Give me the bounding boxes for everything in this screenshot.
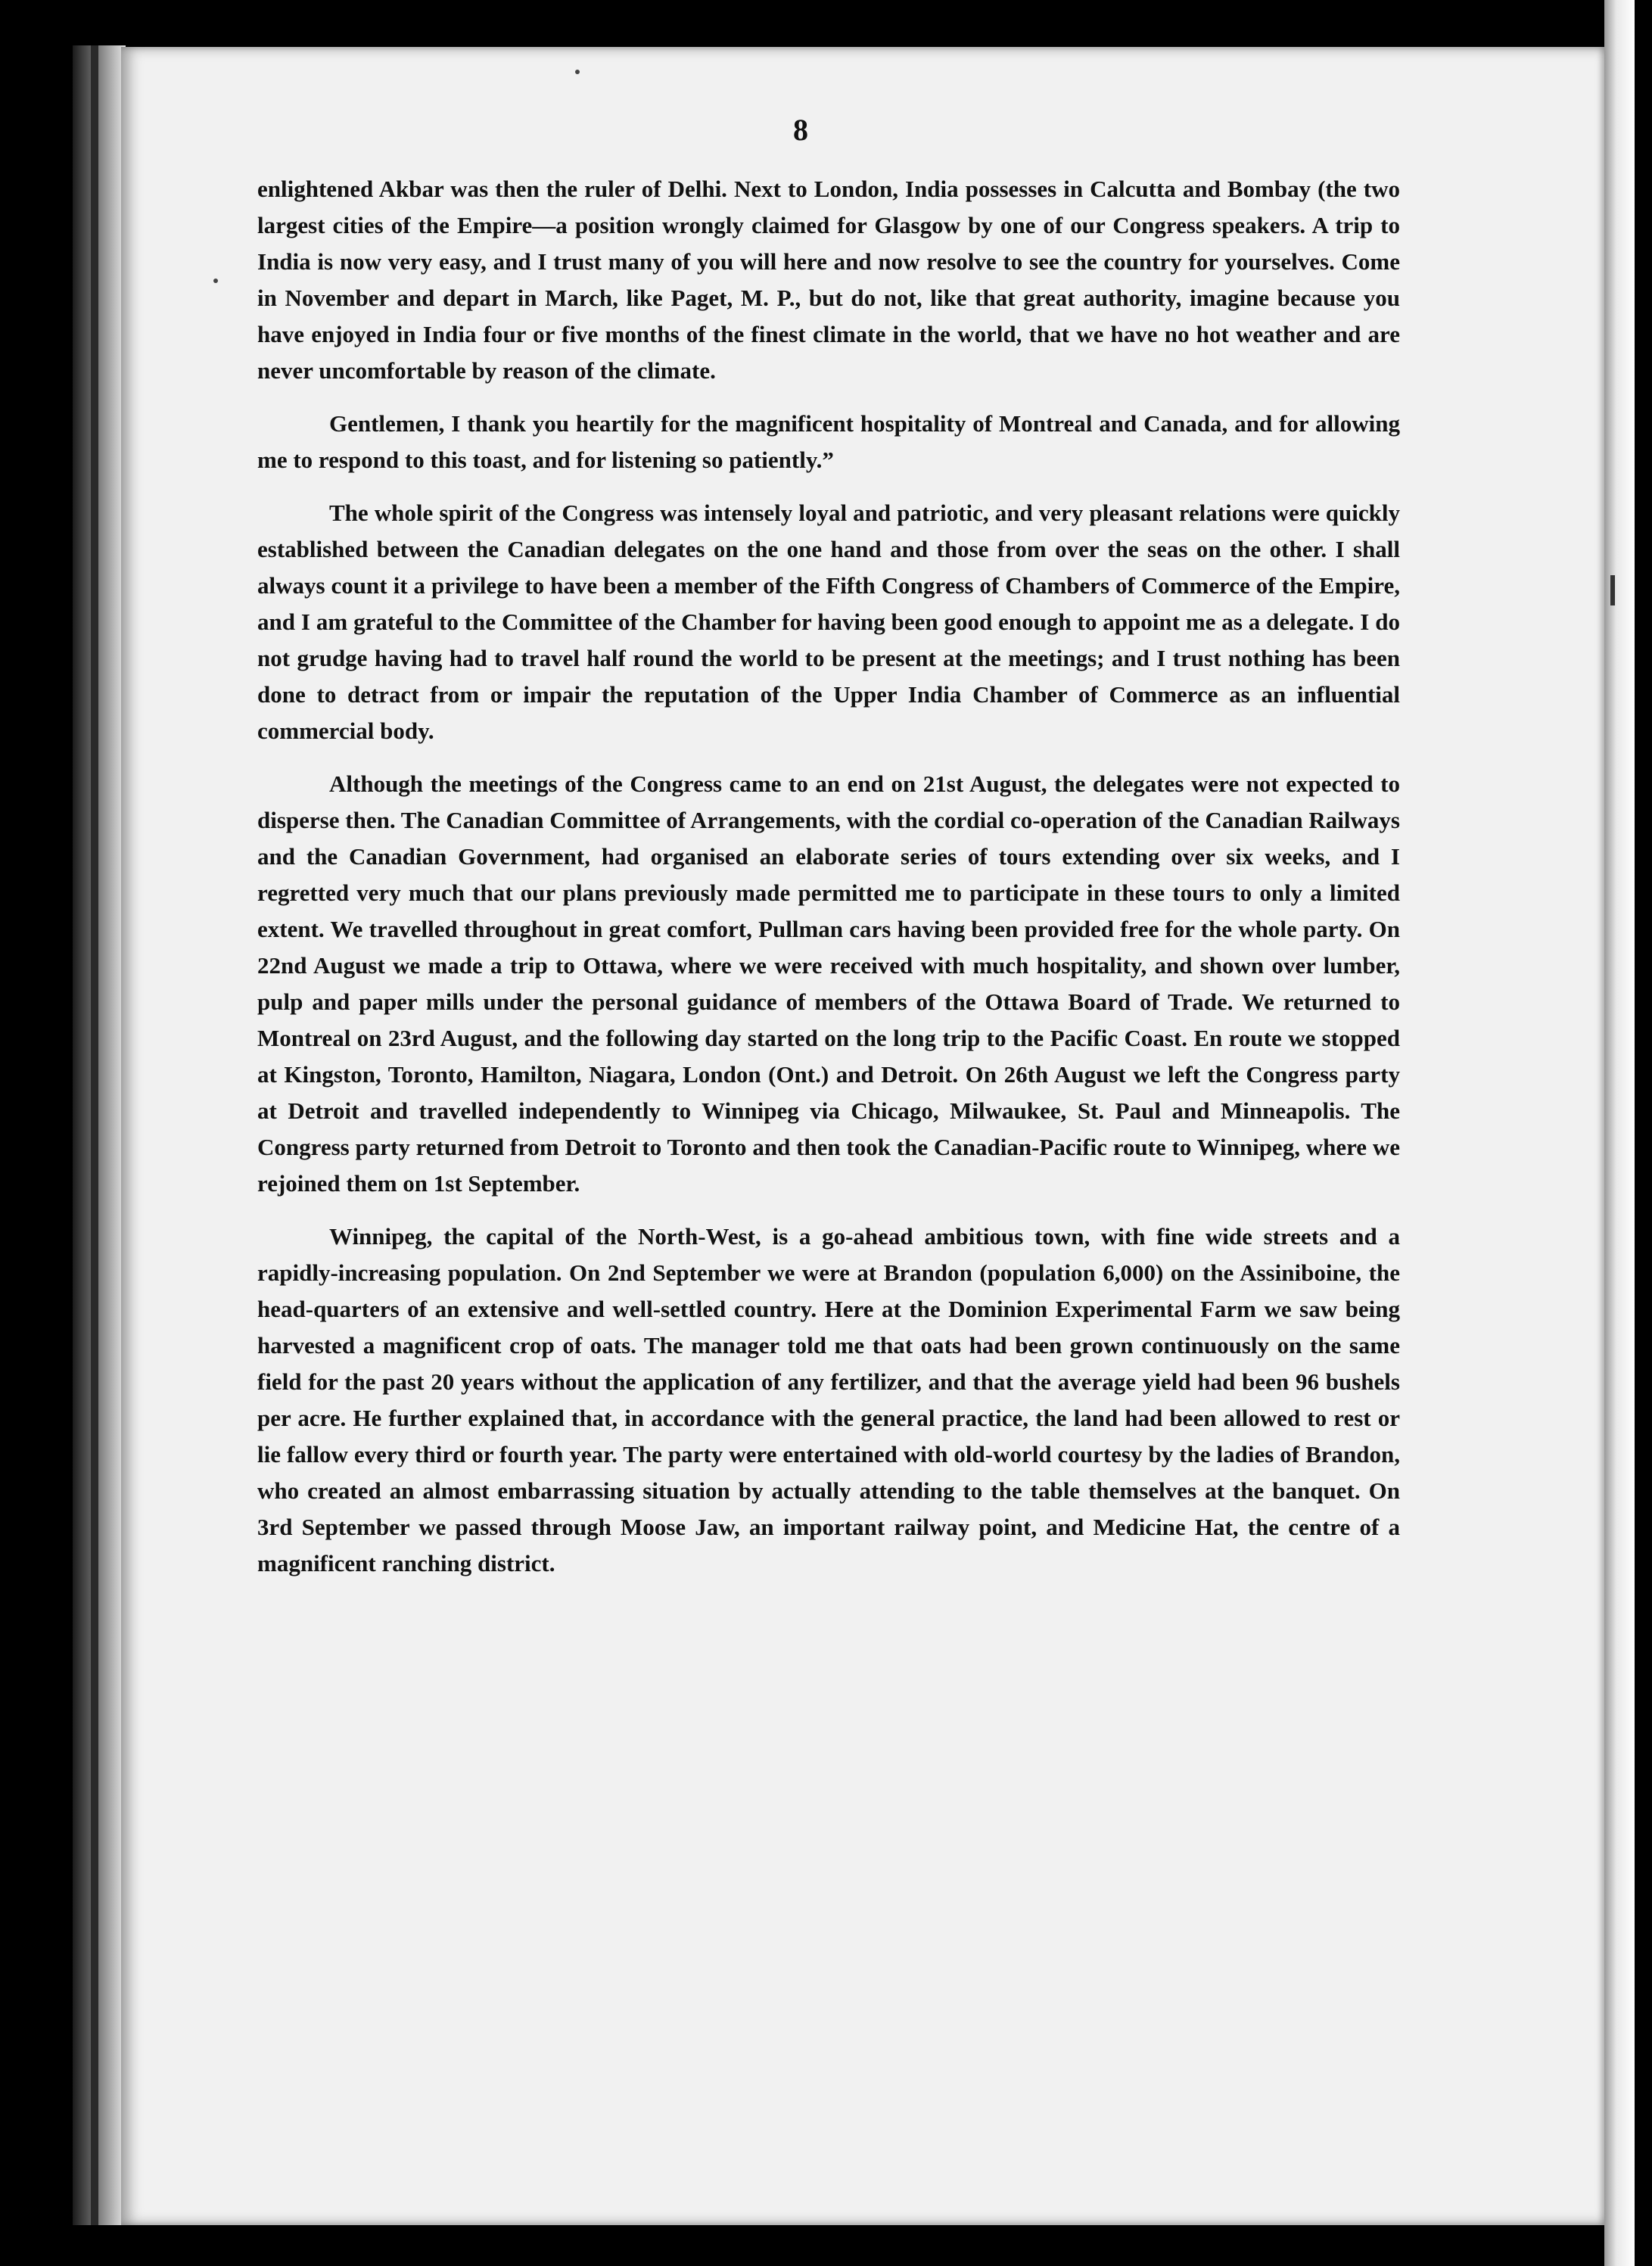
paragraph-3: The whole spirit of the Congress was intensely loyal and patriotic, and very pleasant relations were quickly established between the Canadian delegates on the one hand and those from over the seas on the other. I shall always count it a privilege to have been a member of the Fifth Congress of Chambers of Commerce of the Empire, and I am grateful to the Committee of the Chamber for having been good enough to appoint me as a delegate. I do not grudge having had to travel half round the world to be present at the meetings; and I trust nothing has been done to detract from or impair the reputation of the Upper India Chamber of Commerce as an influential commercial body. xyxy=(257,500,1400,744)
ink-speck xyxy=(213,279,218,283)
paragraph-5: Winnipeg, the capital of the North-West, is a go-ahead ambitious town, with fine wide streets and a rapidly-increasing population. On 2nd September we were at Brandon (population 6,000) on the Assiniboine, the head-quarters of an extensive and well-settled country. Here at the Dominion Experimental Farm we saw being harvested a magnificent crop of oats. The manager told me that oats had been grown continuously on the same field for the past 20 years without the application of any fertilizer, and that the average yield had been 96 bushels per acre. He further explained that, in accordance with the general practice, the land had been allowed to rest or lie fallow every third or fourth year. The party were entertained with old-world courtesy by the ladies of Brandon, who created an almost embarrassing situation by actually attending to the table themselves at the banquet. On 3rd September we passed through Moose Jaw, an important railway point, and Medicine Hat, the centre of a magnificent ranching district. xyxy=(257,1223,1400,1577)
paragraph-2: Gentlemen, I thank you heartily for the magnificent hospitality of Montreal and Canada, and for allowing me to respond to this toast, and for listening so patiently.” xyxy=(257,410,1400,473)
page-binding-edge xyxy=(91,45,98,2225)
body-text xyxy=(257,171,1400,1598)
scan-mark xyxy=(1610,575,1615,605)
page-number: 8 xyxy=(793,113,808,147)
paragraph-1: enlightened Akbar was then the ruler of Delhi. Next to London, India possesses in Calcutta and Bombay (the two largest cities of the Empire—a position wrongly claimed for Glasgow by one of our Congress speakers. A trip to India is now very easy, and I trust many of you will here and now resolve to see the country for yourselves. Come in November and depart in March, like Paget, M. P., but do not, like that great authority, imagine because you have enjoyed in India four or five months of the finest climate in the world, that we have no hot weather and are never uncomfortable by reason of the climate. xyxy=(257,176,1400,384)
page-right-margin xyxy=(1604,0,1635,2266)
ink-speck xyxy=(575,70,580,74)
page-gutter-shadow xyxy=(73,45,126,2225)
paragraph-4: Although the meetings of the Congress came to an end on 21st August, the delegates were not expected to disperse then. The Canadian Committee of Arrangements, with the cordial co-operation of the Canadian Railways and the Canadian Government, had organised an elaborate series of tours extending over six weeks, and I regretted very much that our plans previously made permitted me to participate in these tours to only a limited extent. We travelled throughout in great comfort, Pullman cars having been provided free for the whole party. On 22nd August we made a trip to Ottawa, where we were received with much hospitality, and shown over lumber, pulp and paper mills under the personal guidance of members of the Ottawa Board of Trade. We returned to Montreal on 23rd August, and the following day started on the long trip to the Pacific Coast. En route we stopped at Kingston, Toronto, Hamilton, Niagara, London (Ont.) and Detroit. On 26th August we left the Congress party at Detroit and travelled independently to Winnipeg via Chicago, Milwaukee, St. Paul and Minneapolis. The Congress party returned from Detroit to Toronto and then took the Canadian-Pacific route to Winnipeg, where we rejoined them on 1st September. xyxy=(257,770,1400,1197)
